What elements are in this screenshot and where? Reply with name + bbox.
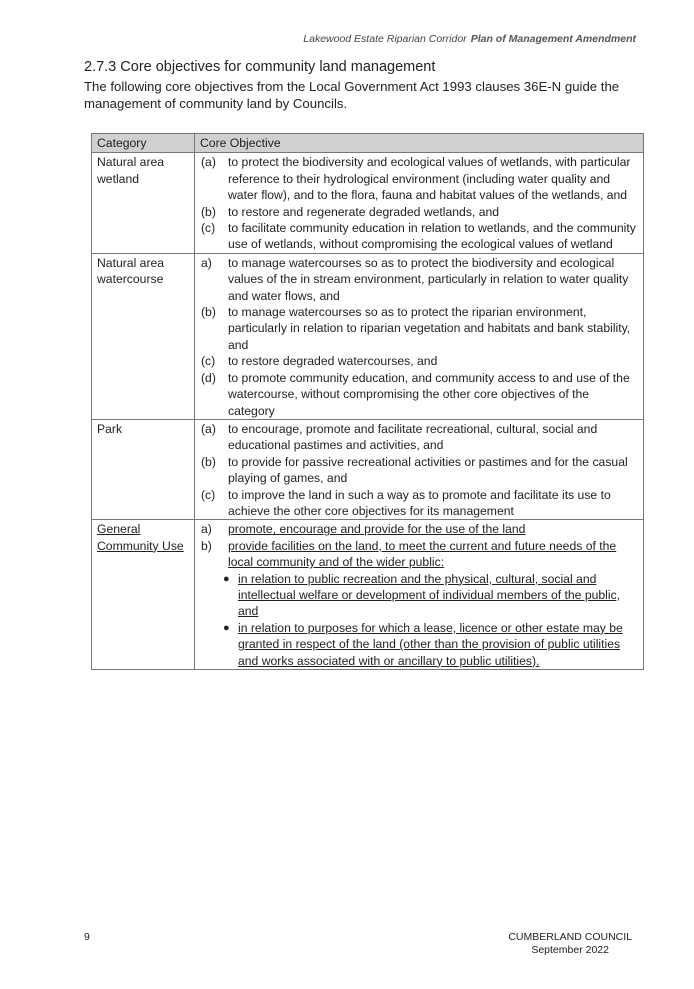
header-category: Category <box>92 134 195 153</box>
objectives-cell <box>195 253 644 419</box>
item-text: to restore and regenerate degraded wetlands, and <box>228 204 500 219</box>
item-label: (b) <box>201 204 216 219</box>
objective-item <box>201 370 637 419</box>
item-text: to manage watercourses so as to protect the biodiversity and ecological values of the in stream environment, particularly in relation to water quality and water flows, and <box>228 255 629 303</box>
bullet-text: in relation to purposes for which a lease, licence or other estate may be granted in respect of the land (other than the provision of public utilities and works associated with or ancillary to public utilities). <box>238 620 623 668</box>
item-label: b) <box>201 538 212 553</box>
bullet-text: in relation to public recreation and the physical, cultural, social and intellectual welfare or development of individual members of the public, and <box>238 571 621 619</box>
item-label: (a) <box>201 421 216 436</box>
item-label: a) <box>201 255 212 270</box>
item-text: to facilitate community education in relation to wetlands, and the community use of wetlands, without compromising the ecological values of wetland <box>228 221 636 252</box>
category-cell: Natural area wetland <box>92 153 195 253</box>
section-title: 2.7.3 Core objectives for community land management <box>84 59 436 75</box>
item-text: provide facilities on the land, to meet the current and future needs of the local community and of the wider public: <box>228 538 617 570</box>
objective-item <box>201 255 637 304</box>
bullet-item <box>223 571 637 620</box>
item-label: (b) <box>201 305 216 320</box>
section-intro: The following core objectives from the Local Government Act 1993 clauses 36E-N guide the management of community land by Councils. <box>84 79 620 111</box>
objective-item <box>201 538 637 571</box>
category-cell: Park <box>92 419 195 519</box>
page-number: 9 <box>84 931 90 943</box>
objective-item <box>201 487 637 520</box>
objective-item <box>201 220 637 253</box>
item-label: (c) <box>201 221 216 236</box>
item-text: promote, encourage and provide for the use of the land <box>228 522 526 537</box>
footer-organisation: CUMBERLAND COUNCIL <box>508 931 632 943</box>
category-cell: General Community Use <box>92 520 195 670</box>
objective-item <box>201 521 637 537</box>
page-header <box>303 33 636 45</box>
table-row-general-community-use <box>92 520 644 670</box>
table-header-row <box>92 134 644 153</box>
objective-item <box>201 304 637 353</box>
objectives-cell <box>195 419 644 519</box>
objectives-cell <box>195 520 644 670</box>
core-objectives-table <box>91 133 644 670</box>
item-text: to restore degraded watercourses, and <box>228 354 438 369</box>
item-text: to improve the land in such a way as to promote and facilitate its use to achieve the other core objectives for its management <box>228 487 611 518</box>
footer-date: September 2022 <box>531 944 609 956</box>
item-label: a) <box>201 522 212 537</box>
objective-item <box>201 421 637 454</box>
bullet-icon: ● <box>223 572 230 585</box>
table-row-wetland <box>92 153 644 253</box>
objective-item <box>201 154 637 203</box>
objective-item <box>201 204 637 220</box>
table-row-park <box>92 419 644 519</box>
item-label: (c) <box>201 354 216 369</box>
item-label: (a) <box>201 155 216 170</box>
header-core-objective: Core Objective <box>195 134 644 153</box>
category-cell: Natural area watercourse <box>92 253 195 419</box>
bullet-item <box>223 620 637 669</box>
item-label: (b) <box>201 454 216 469</box>
objectives-cell <box>195 153 644 253</box>
header-doc-type: Plan of Management Amendment <box>470 33 636 45</box>
header-doc-name: Lakewood Estate Riparian Corridor <box>303 33 467 45</box>
item-text: to promote community education, and community access to and use of the watercourse, without compromising the other core objectives of the category <box>228 370 630 418</box>
bullet-icon: ● <box>223 621 230 634</box>
objective-item <box>201 454 637 487</box>
item-text: to encourage, promote and facilitate recreational, cultural, social and educational pastimes and activities, and <box>228 421 598 453</box>
objective-item <box>201 353 637 369</box>
item-label: (c) <box>201 487 216 502</box>
item-label: (d) <box>201 370 216 385</box>
item-text: to provide for passive recreational activities or pastimes and for the casual playing of games, and <box>228 454 628 486</box>
footer-org <box>508 931 632 957</box>
item-text: to protect the biodiversity and ecological values of wetlands, with particular reference to their hydrological environment (including water quality and water flow), and to the flora, fauna and habitat values of the wetlands, and <box>228 155 631 203</box>
item-text: to manage watercourses so as to protect the riparian environment, particularly in relation to riparian vegetation and habitats and bank stability, and <box>228 305 631 352</box>
table-row-watercourse <box>92 253 644 419</box>
